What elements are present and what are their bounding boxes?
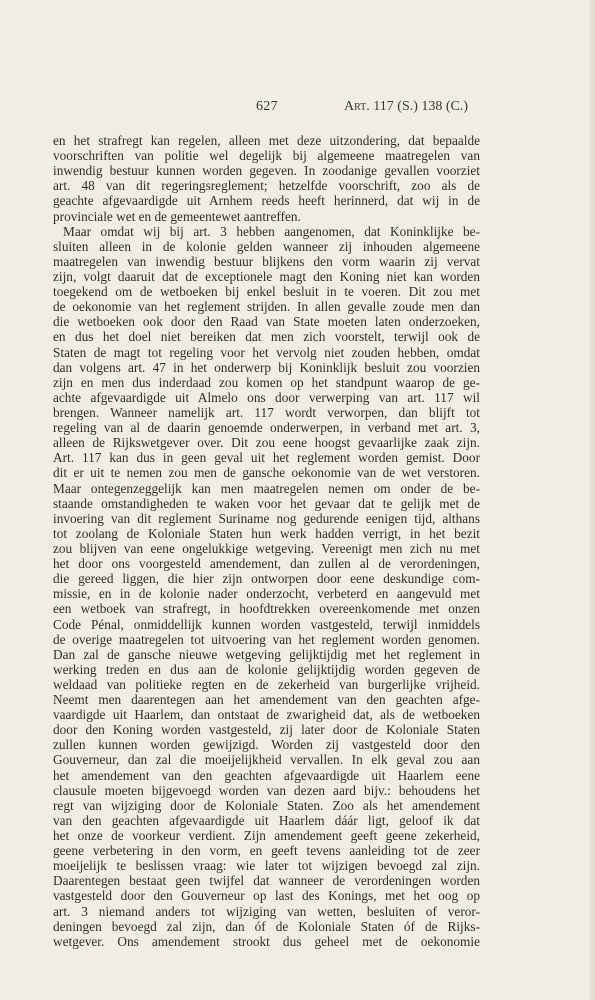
- body-text: [53, 133, 480, 949]
- text-line: art. 48 van dit regeringsreglement; hetzelfde voorschrift, zoo als de: [53, 178, 480, 194]
- text-line: Daarentegen bestaat geen twijfel dat wanneer de verordeningen worden: [53, 873, 480, 889]
- text-line: invoering van dit reglement Suriname nog gedurende eenigen tijd, althans: [53, 510, 480, 526]
- page-header: [0, 99, 595, 115]
- text-line: sluiten alleen in de kolonie gelden wanneer zij inhouden algemeene: [53, 238, 480, 254]
- text-line: geachte afgevaardigde uit Arnhem reeds heeft herinnerd, dat wij in de: [53, 193, 480, 209]
- text-line: moeijelijk te beslissen vraag: wie later tot wijzigen bevoegd zal zijn.: [53, 858, 480, 874]
- text-line: het amendement van den geachten afgevaardigde uit Haarlem eene: [53, 767, 480, 783]
- text-line: missie, en in de kolonie nader onderzocht, verbeterd en aangevuld met: [53, 586, 480, 602]
- text-line: een wetboek van strafregt, in hoofdtrekken overeenkomende met onzen: [53, 601, 480, 617]
- text-line: de oekonomie van het reglement strijden. In allen gevalle zoude men dan: [53, 299, 480, 315]
- text-line: vastgesteld door den Gouverneur op last des Konings, met het oog op: [53, 888, 480, 904]
- text-line: Neemt men daarentegen aan het amendement van den geachten afge-: [53, 692, 480, 708]
- text-line: Art. 117 kan dus in geen geval uit het reglement worden gemist. Door: [53, 450, 480, 466]
- text-line: zijn, volgt daaruit dat de exceptionele magt den Koning niet kan worden: [53, 268, 480, 284]
- running-head: [344, 99, 468, 115]
- text-line: vaardigde uit Haarlem, dan ontstaat de zwarigheid dat, als de wetboeken: [53, 707, 480, 723]
- text-line: regt van wijziging door de Koloniale Staten. Zoo als het amendement: [53, 797, 480, 813]
- text-line: en dus het doel niet bereiken dat men zich voorstelt, terwijl ook de: [53, 329, 480, 345]
- text-line: Dan zal de gansche nieuwe wetgeving gelijktijdig met het reglement in: [53, 646, 480, 662]
- running-head-numbers: 117 (S.) 138 (C.): [369, 99, 469, 114]
- text-line: regeling van al de daarin genoemde onderwerpen, in verband met art. 3,: [53, 420, 480, 436]
- text-line: Maar omdat wij bij art. 3 hebben aangenomen, dat Koninklijke be-: [63, 223, 480, 239]
- text-line: die wetboeken ook door den Raad van State moeten laten onderzoeken,: [53, 314, 480, 330]
- page-edge-shadow: [589, 0, 595, 1000]
- page-number: 627: [256, 99, 278, 114]
- text-line: inwendig bestuur kunnen worden gegeven. In zoodanige gevallen voorziet: [53, 163, 480, 179]
- text-line: zijn en men dus inderdaad zou komen op het standpunt waarop de ge-: [53, 374, 480, 390]
- text-line: werking treden en dus aan de kolonie gelijktijdig worden gegeven de: [53, 661, 480, 677]
- text-line: achte afgevaardigde uit Almelo ons door verwerping van art. 117 wil: [53, 389, 480, 405]
- text-line: toegekend om de wetboeken bij enkel besluit in te voeren. Dit zou met: [53, 284, 480, 300]
- text-line: dit er uit te nemen zou men de gansche oekonomie van de wet verstoren.: [53, 465, 480, 481]
- text-line: dan volgens art. 47 in het onderwerp bij Koninklijk besluit zou voorzien: [53, 359, 480, 375]
- text-line: en het strafregt kan regelen, alleen met deze uitzondering, dat bepaalde: [53, 133, 480, 148]
- text-line: provinciale wet en de gemeentewet aantreffen.: [53, 208, 301, 224]
- text-line: de overige maatregelen tot uitvoering van het reglement worden genomen.: [53, 631, 480, 647]
- text-line: weldaad van politieke regten en de zekerheid van burgerlijke vrijheid.: [53, 676, 480, 692]
- text-line: clausule moeten bijgevoegd worden van dezen aard bijv.: behoudens het: [53, 782, 480, 798]
- text-line: zou blijven van eene ongelukkige wetgeving. Vereenigt men zich nu met: [53, 540, 480, 556]
- text-line: deningen bevoegd zal zijn, dan óf de Koloniale Staten óf de Rijks-: [53, 918, 480, 934]
- text-line: van den geachten afgevaardigde uit Haarlem dáár ligt, geloof ik dat: [53, 812, 480, 828]
- text-line: Gouverneur, dan zal die moeijelijkheid vervallen. In elk geval zou aan: [53, 752, 480, 768]
- text-line: tot zoolang de Koloniale Staten hun werk hadden verrigt, in het bezit: [53, 525, 480, 541]
- text-line: geene verbetering in den vorm, en geeft tevens aanleiding tot de zeer: [53, 843, 480, 859]
- text-line: maatregelen van inwendig bestuur blijkens den vorm waarin zij vervat: [53, 253, 480, 269]
- text-line: die gereed liggen, die hier zijn ontworpen door eene deskundige com-: [53, 571, 480, 587]
- text-line: brengen. Wanneer namelijk art. 117 wordt verworpen, dan blijft tot: [53, 404, 480, 420]
- text-line: door den Koning worden vastgesteld, zij later door de Koloniale Staten: [53, 722, 480, 738]
- text-line: Staten de magt tot regeling voor het vervolg niet zouden hebben, omdat: [53, 344, 480, 360]
- text-line: art. 3 niemand anders tot wijziging van wetten, besluiten of veror-: [53, 903, 480, 919]
- text-line: Code Pénal, onmiddellijk kunnen worden vastgesteld, terwijl inmiddels: [53, 616, 480, 632]
- text-line: staande omstandigheden te waken voor het gevaar dat te gelijk met de: [53, 495, 480, 511]
- text-line: Maar ontegenzeggelijk kan men maatregelen nemen om onder de be-: [53, 480, 480, 496]
- running-head-article: Art.: [344, 99, 370, 114]
- text-line: het onze de voorkeur verdient. Zijn amendement geeft geene zekerheid,: [53, 828, 480, 844]
- text-line: wetgever. Ons amendement strookt dus geheel met de oekonomie: [53, 933, 480, 949]
- text-line: alleen de Rijkswetgever over. Dit zou eene hoogst gevaarlijke zaak zijn.: [53, 435, 480, 451]
- text-line: voorschriften van politie wel degelijk bij algemeene maatregelen van: [53, 148, 480, 164]
- text-line: het door ons voorgesteld amendement, dan zullen al de verordeningen,: [53, 556, 480, 572]
- text-line: zullen kunnen worden gewijzigd. Worden zij vastgesteld door den: [53, 737, 480, 753]
